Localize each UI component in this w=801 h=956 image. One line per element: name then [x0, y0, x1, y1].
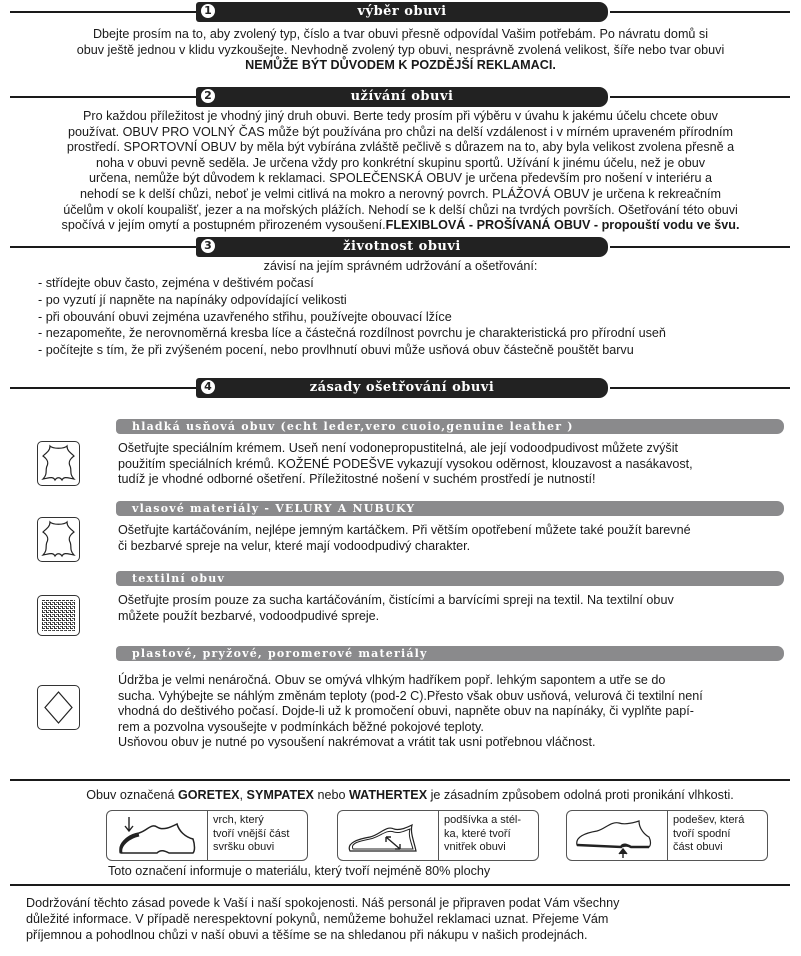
- text-line: nehodí se k delší chůzi, neboť je velmi citlivá na mokro a nerovný povrch. PLÁŽOVÁ OBUV je určena k rekreačním: [80, 186, 721, 201]
- text-line: tvoří vnější část: [213, 827, 290, 840]
- section-2-text: [0, 109, 801, 234]
- text-line: určena, nemůže být důvodem k reklamaci. SPOLEČENSKÁ OBUV je určena především pro nošení v interiéru a: [89, 171, 712, 186]
- section-number-badge: 3: [201, 239, 215, 253]
- section-title-bar: [196, 237, 608, 257]
- material-heading: hladká usňová obuv (echt leder,vero cuoio,genuine leather ): [132, 420, 574, 433]
- rule-left: [10, 387, 200, 389]
- bullet-item: - střídejte obuv často, zejména v deštivém počasí: [38, 276, 314, 290]
- material-heading-bar: [116, 501, 784, 516]
- text-line: účelům v okolí koupališť, jezer a na mořských plážích. Nehodí se k delší chůzi na tvrdých površích. Ošetřování této obuvi: [63, 202, 738, 217]
- text-line: Dodržování těchto zásad povede k Vaší i naší spokojenosti. Náš personál je připraven podat Vám všechny: [26, 896, 620, 910]
- text-line: ka, které tvoří: [444, 827, 511, 840]
- text-line: sucha. Vyhýbejte se náhlým změnám teploty (pod-2 C).Přesto však obuv usňová, velurová či textilní není: [118, 688, 703, 703]
- section-3-bullets: [38, 275, 798, 359]
- text-line: Dbejte prosím na to, aby zvolený typ, číslo a tvar obuvi přesně odpovídal Vašim potřebám. Po návratu domů si: [92, 27, 709, 41]
- material-heading-bar: [116, 571, 784, 586]
- text-line: Pro každou příležitost je vhodný jiný druh obuvi. Berte tedy prosím při výběru v úvahu k jakému účelu chcete obuv: [83, 109, 718, 123]
- divider: [10, 779, 790, 781]
- bullet-item: - nezapomeňte, že nerovnoměrná kresba líce a částečná rozdílnost povrchu je charakteristická pro přírodní useň: [38, 326, 666, 341]
- rule-left: [10, 11, 200, 13]
- textile-weave-icon: [37, 595, 80, 636]
- warning-emphasis: NEMŮŽE BÝT DŮVODEM K POZDĚJŠÍ REKLAMACI.: [245, 58, 556, 73]
- flexible-shoe-warning: FLEXIBLOVÁ - PROŠÍVANÁ OBUV - propouští vodu ve švu.: [385, 218, 740, 233]
- shoe-part-description: [213, 814, 289, 855]
- material-heading-bar: [116, 419, 784, 434]
- brand-goretex: GORETEX: [177, 788, 240, 802]
- rule-left: [10, 246, 200, 248]
- section-title: užívání obuvi: [350, 89, 454, 104]
- text-span: je zásadním způsobem odolná proti pronikání vlhkosti.: [427, 788, 734, 802]
- section-3-header: [0, 236, 801, 258]
- text-line: používat. OBUV PRO VOLNÝ ČAS může být používána pro chůzi na delší vzdálenost i v mírném upraveném přírodním: [68, 124, 733, 139]
- material-heading: plastové, pryžové, poromerové materiály: [132, 647, 428, 660]
- text-line: tudíž je vhodné odborné ošetření. Příležitostné nošení v suchém prostředí je nutností!: [118, 472, 596, 487]
- text-line: tvoří spodní: [673, 827, 731, 840]
- bullet-item: - po vyzutí jí napněte na napínáky odpovídající velikosti: [38, 292, 347, 307]
- section-number-badge: 2: [201, 89, 215, 103]
- material-description: [118, 673, 788, 751]
- divider: [10, 884, 790, 886]
- text-line: příjemnou a pohodlnou chůzi v naší obuvi a těšíme se na shledanou při nákupu v našich prodejnách.: [26, 928, 588, 942]
- shoe-upper-arrow-icon: [107, 811, 208, 860]
- section-3-intro: závisí na jejím správném udržování a ošetřování:: [263, 259, 538, 273]
- text-line: noha v obuvi pevně seděla. Je určena vždy pro konkrétní skupinu sportů. Užívání k jinému účelu, než je obuv: [95, 155, 706, 170]
- section-title: zásady ošetřování obuvi: [309, 380, 495, 395]
- section-title-bar: [196, 2, 608, 22]
- shoe-part-card-sole: [566, 810, 768, 861]
- text-span: Obuv označená: [86, 788, 178, 802]
- shoe-lining-arrow-icon: [338, 811, 439, 860]
- section-title-bar: [196, 87, 608, 107]
- text-line: rem a pozvolna vysoušejte v podmínkách běžné pokojové teploty.: [118, 719, 484, 734]
- bullet-item: - počítejte s tím, že při zvýšeném pocení, nebo provlhnutí obuvi může usňová obuv částečně pouštět barvu: [38, 343, 634, 358]
- text-line: Ošetřujte speciálním krémem. Useň není vodonepropustitelná, ale její vodoodpudivost můžete zvýšit: [118, 441, 679, 455]
- section-title-bar: [196, 378, 608, 398]
- text-line: můžete použít bezbarvé, vodoodpudivé spreje.: [118, 608, 380, 623]
- closing-text: [26, 895, 796, 943]
- shoe-part-description: [673, 814, 744, 855]
- text-line: Ošetřujte kartáčováním, nejlépe jemným kartáčkem. Při větším opotřebení můžete také použít barevné: [118, 523, 691, 537]
- text-line: vrch, který: [213, 814, 264, 826]
- brand-wathertex: WATHERTEX: [348, 788, 428, 802]
- shoe-part-description: [444, 814, 521, 855]
- rule-right: [610, 96, 790, 98]
- leather-hide-icon: [37, 441, 80, 486]
- text-line: Údržba je velmi nenáročná. Obuv se omývá vlhkým hadříkem popř. lehkým sapontem a utře se do: [118, 673, 666, 687]
- text-line: Ošetřujte prosím pouze za sucha kartáčováním, čistícími a barvícími spreji na textil. Na textilní obuv: [118, 593, 674, 607]
- text-line: obuv ještě jednou v klidu vyzkoušejte. Nevhodně zvolený typ obuvi, nesprávně zvolená velikost, šíře nebo tvar obuvi: [76, 42, 725, 57]
- bullet-item: - při obouvání obuvi zejména uzavřeného střihu, používejte obouvací lžíce: [38, 309, 452, 324]
- suede-hide-icon: [37, 517, 80, 562]
- section-1-header: [0, 1, 801, 23]
- shoe-part-card-lining: [337, 810, 539, 861]
- text-line: důležité informace. V případě nerespektovní pokynů, nemůžeme bohužel reklamaci uznat. Přejeme Vám: [26, 912, 609, 926]
- section-4-header: [0, 377, 801, 399]
- text-line: použitím speciálních krémů. KOŽENÉ PODEŠVE vykazují vysokou oděrnost, klouzavost a nasákavost,: [118, 456, 693, 471]
- text-line: podšívka a stél-: [444, 814, 522, 826]
- text-span: ,: [239, 788, 247, 802]
- rule-right: [610, 11, 790, 13]
- material-heading: textilní obuv: [132, 572, 226, 585]
- text-line: část obuvi: [673, 841, 723, 853]
- material-heading-bar: [116, 646, 784, 661]
- brand-sympatex: SYMPATEX: [246, 788, 314, 802]
- rule-left: [10, 96, 200, 98]
- text-line: vhodná do deštivého počasí. Dojde-li už k promočení obuvi, napněte obuv na napínáky, či vyplňte papí-: [118, 704, 694, 719]
- text-span: spočívá v jejím omytí a postupném přirozeném vysoušení.: [61, 218, 386, 233]
- section-number-badge: 1: [201, 4, 215, 18]
- material-description: [118, 441, 788, 488]
- section-2-header: [0, 86, 801, 108]
- section-1-text: [0, 27, 801, 74]
- text-line: podešev, která: [673, 814, 745, 826]
- text-line: Usňovou obuv je nutné po vysoušení nakrémovat a vrátit tak usni potřebnou vláčnost.: [118, 735, 596, 750]
- text-line: vnitřek obuvi: [444, 841, 506, 853]
- text-line: prostředí. SPORTOVNÍ OBUV by měla být vybírána zvláště pečlivě s důrazem na to, aby byla velikost zvolena přesně a: [66, 140, 735, 155]
- section-title: životnost obuvi: [343, 239, 461, 254]
- shoe-sole-arrow-icon: [567, 811, 668, 860]
- section-title: výběr obuvi: [357, 4, 447, 19]
- text-span: nebo: [313, 788, 349, 802]
- rule-right: [610, 387, 790, 389]
- membrane-statement: [0, 788, 801, 804]
- material-description: [118, 593, 788, 624]
- section-number-badge: 4: [201, 380, 215, 394]
- synthetic-diamond-icon: [37, 685, 80, 730]
- text-line: [0, 218, 801, 234]
- membrane-note: Toto označení informuje o materiálu, který tvoří nejméně 80% plochy: [108, 864, 491, 878]
- text-line: či bezbarvé spreje na velur, které mají vodoodpudivý charakter.: [118, 538, 471, 553]
- text-line: svršku obuvi: [213, 841, 275, 853]
- shoe-part-card-upper: [106, 810, 308, 861]
- rule-right: [610, 246, 790, 248]
- material-description: [118, 523, 788, 554]
- material-heading: vlasové materiály - VELURY A NUBUKY: [132, 502, 416, 515]
